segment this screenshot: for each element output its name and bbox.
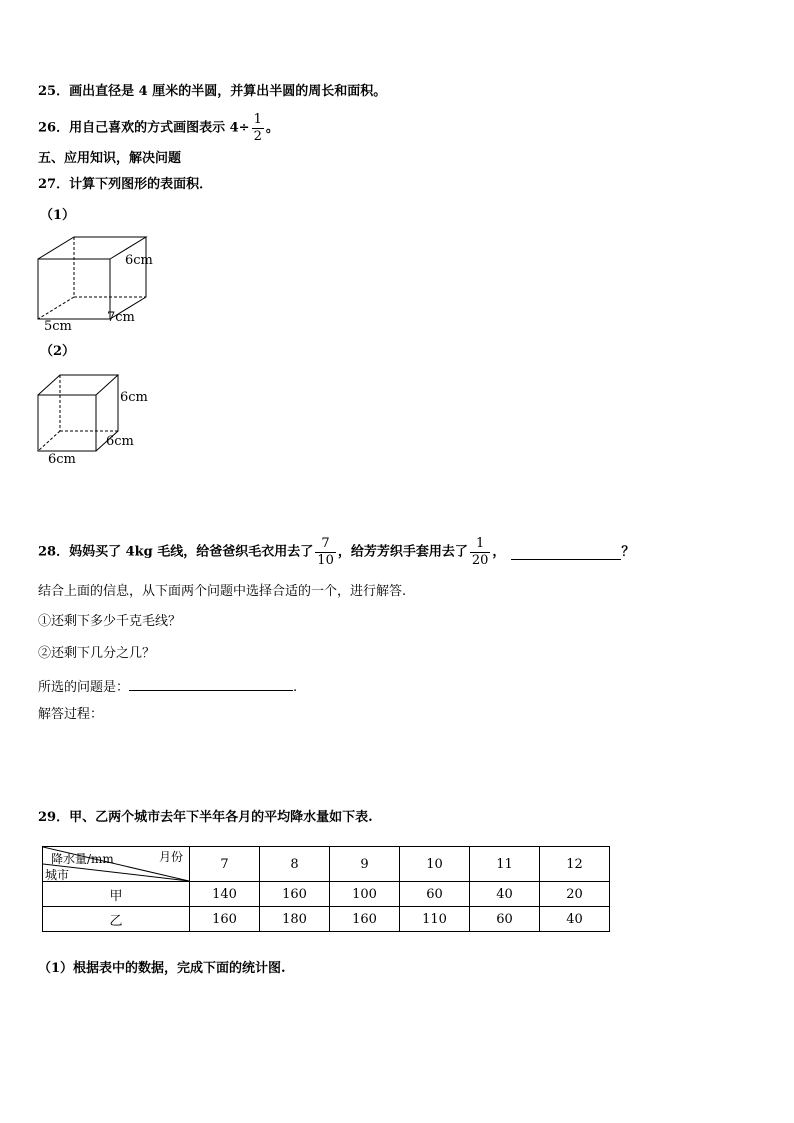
fraction-one-half: $\frac{1}{2}$ xyxy=(253,112,262,144)
figure-2-height-label: 6cm xyxy=(120,390,148,405)
value-cell: 20 xyxy=(540,882,610,907)
question-29: 29．甲、乙两个城市去年下半年各月的平均降水量如下表. xyxy=(38,810,373,825)
chosen-question-blank[interactable] xyxy=(129,677,293,691)
figure-1-depth-label: 7cm xyxy=(107,310,135,325)
month-header: 8 xyxy=(260,847,330,882)
table-header-row xyxy=(43,847,610,882)
value-cell: 60 xyxy=(470,907,540,932)
figure-2-depth-label: 6cm xyxy=(106,434,134,449)
question-25 xyxy=(38,84,386,100)
precipitation-table xyxy=(42,846,610,932)
question-26-text: 26．用自己喜欢的方式画图表示 4÷ xyxy=(38,120,250,136)
figure-2-label: （2） xyxy=(40,344,76,359)
question-28: 28．妈妈买了 4kg 毛线，给爸爸织毛衣用去了 $\frac{7}{10}$ ，给芳芳织手套用去了 $\frac{1}{20}$ ， ？ xyxy=(38,536,635,568)
value-cell: 40 xyxy=(470,882,540,907)
figure-2-width-label: 6cm xyxy=(48,452,76,467)
table-corner-header: 降水量/mm 月份 城市 xyxy=(43,847,190,882)
value-cell: 60 xyxy=(400,882,470,907)
value-cell: 110 xyxy=(400,907,470,932)
question-25-text: 25．画出直径是 4 厘米的半圆，并算出半圆的周长和面积。 xyxy=(38,84,387,99)
value-cell: 160 xyxy=(330,907,400,932)
month-header: 12 xyxy=(540,847,610,882)
solution-process-label: 解答过程： xyxy=(38,707,104,722)
value-cell: 40 xyxy=(540,907,610,932)
figure-1-height-label: 6cm xyxy=(125,253,153,268)
instruction-text: 结合上面的信息，从下面两个问题中选择合适的一个，进行解答. xyxy=(38,584,407,599)
section-title: 五、应用知识，解决问题 xyxy=(38,151,182,166)
table-row xyxy=(43,907,610,932)
value-cell: 160 xyxy=(260,882,330,907)
fraction-one-twentieth: $\frac{1}{20}$ xyxy=(471,536,489,568)
table-row xyxy=(43,882,610,907)
month-header: 10 xyxy=(400,847,470,882)
chosen-question-line: 所选的问题是： . xyxy=(38,677,297,696)
month-header: 9 xyxy=(330,847,400,882)
question-27: 27．计算下列图形的表面积． xyxy=(38,177,213,192)
cuboid-figure-1 xyxy=(36,235,166,325)
question-26: 26．用自己喜欢的方式画图表示 4÷ $\frac{1}{2}$ 。 xyxy=(38,112,279,144)
value-cell: 160 xyxy=(190,907,260,932)
value-cell: 100 xyxy=(330,882,400,907)
question-29-sub-1: （1）根据表中的数据，完成下面的统计图. xyxy=(38,961,286,976)
city-cell: 乙 xyxy=(43,907,190,932)
question-blank[interactable] xyxy=(511,545,621,560)
option-1: ①还剩下多少千克毛线？ xyxy=(38,614,182,629)
value-cell: 180 xyxy=(260,907,330,932)
option-2: ②还剩下几分之几？ xyxy=(38,646,156,661)
value-cell: 140 xyxy=(190,882,260,907)
month-header: 11 xyxy=(470,847,540,882)
fraction-seven-tenths: $\frac{7}{10}$ xyxy=(317,536,334,568)
month-header: 7 xyxy=(190,847,260,882)
city-cell: 甲 xyxy=(43,882,190,907)
figure-1-width-label: 5cm xyxy=(44,319,72,334)
figure-1-label: （1） xyxy=(40,208,76,223)
